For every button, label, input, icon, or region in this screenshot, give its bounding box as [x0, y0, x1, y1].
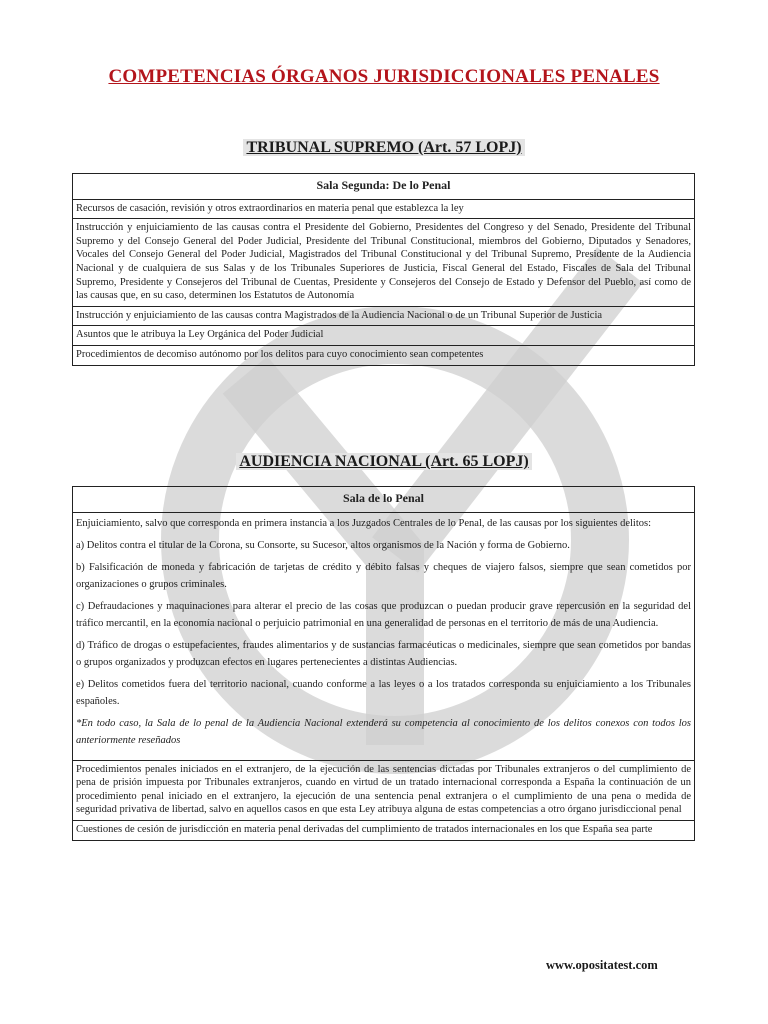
table-row: Recursos de casación, revisión y otros extraordinarios en materia penal que establezca la ley — [73, 199, 695, 219]
table-header: Sala Segunda: De lo Penal — [73, 174, 695, 200]
audiencia-nacional-heading: AUDIENCIA NACIONAL (Art. 65 LOPJ) — [236, 453, 531, 470]
document-title-wrap — [0, 66, 768, 88]
tribunal-supremo-heading: TRIBUNAL SUPREMO (Art. 57 LOPJ) — [243, 139, 524, 156]
list-item: e) Delitos cometidos fuera del territorio nacional, cuando conforme a las leyes o a los tratados corresponda su enjuiciamiento a los Tribunales españoles. — [76, 678, 691, 707]
document-title: COMPETENCIAS ÓRGANOS JURISDICCIONALES PENALES — [108, 66, 660, 87]
audiencia-nacional-table — [72, 486, 695, 841]
footer-website: www.opositatest.com — [546, 958, 658, 972]
tribunal-supremo-table — [72, 173, 695, 366]
table-row: Procedimientos de decomiso autónomo por los delitos para cuyo conocimiento sean competentes — [73, 345, 695, 365]
table-row: Cuestiones de cesión de jurisdicción en materia penal derivadas del cumplimiento de tratados internacionales en los que España sea parte — [73, 820, 695, 840]
list-item: d) Tráfico de drogas o estupefacientes, fraudes alimentarios y de sustancias farmacéuticas o medicinales, siempre que sean cometidos por bandas o grupos organizados y produzcan efectos en lugares pertenecientes a distintas Audiencias. — [76, 639, 691, 668]
table-header: Sala de lo Penal — [73, 487, 695, 513]
table-row — [73, 512, 695, 760]
list-item: c) Defraudaciones y maquinaciones para alterar el precio de las cosas que produzcan o puedan producir grave repercusión en la seguridad del tráfico mercantil, en la economía nacional o perjuicio patrimonial en una generalidad de personas en el territorio de más de una Audiencia. — [76, 600, 691, 629]
table-row: Instrucción y enjuiciamiento de las causas contra el Presidente del Gobierno, Presidentes del Congreso y del Senado, Presidente del Tribunal Supremo y del Consejo General del Poder Judicial, Presidente del Tribunal Constitucional, miembros del Gobierno, Diputados y Senadores, Vocales del Consejo General del Poder Judicial, Magistrados del Tribunal Constitucional y del Tribunal Supremo, Presidente de la Audiencia Nacional y de cualquiera de sus Salas y de los Tribunales Superiores de Justicia, Fiscal General del Estado, Fiscales de Sala del Tribunal Supremo, Presidente y Consejeros del Tribunal de Cuentas, Presidente y Consejeros del Consejo de Estado y Defensor del Pueblo, así como de las causas que, en su caso, determinen los Estatutos de Autonomía — [73, 219, 695, 307]
table-row: Instrucción y enjuiciamiento de las causas contra Magistrados de la Audiencia Nacional o de un Tribunal Superior de Justicia — [73, 306, 695, 326]
audiencia-nacional-heading-wrap — [0, 451, 768, 471]
note-text: *En todo caso, la Sala de lo penal de la Audiencia Nacional extenderá su competencia al conocimiento de los delitos conexos con todos los anteriormente reseñados — [76, 717, 691, 746]
table-row: Procedimientos penales iniciados en el extranjero, de la ejecución de las sentencias dictadas por Tribunales extranjeros o del cumplimiento de pena de prisión impuesta por Tribunales extranjeros, cuando en virtud de un tratado internacional corresponda a España la continuación de un procedimiento penal iniciado en el extranjero, la ejecución de una sentencia penal extranjera o el cumplimiento de una pena o medida de seguridad privativa de libertad, salvo en aquellos casos en que esta Ley atribuya alguna de estas competencias a otro órgano jurisdiccional penal — [73, 760, 695, 820]
list-item: a) Delitos contra el titular de la Corona, su Consorte, su Sucesor, altos organismos de la Nación y forma de Gobierno. — [76, 539, 570, 551]
table-row: Asuntos que le atribuya la Ley Orgánica del Poder Judicial — [73, 326, 695, 346]
intro-text: Enjuiciamiento, salvo que corresponda en primera instancia a los Juzgados Centrales de lo Penal, de las causas por los siguientes delitos: — [76, 517, 652, 529]
tribunal-supremo-heading-wrap — [0, 137, 768, 157]
list-item: b) Falsificación de moneda y fabricación de tarjetas de crédito y débito falsas y cheques de viajero falsos, siempre que sean cometidos por organizaciones o grupos criminales. — [76, 561, 691, 590]
